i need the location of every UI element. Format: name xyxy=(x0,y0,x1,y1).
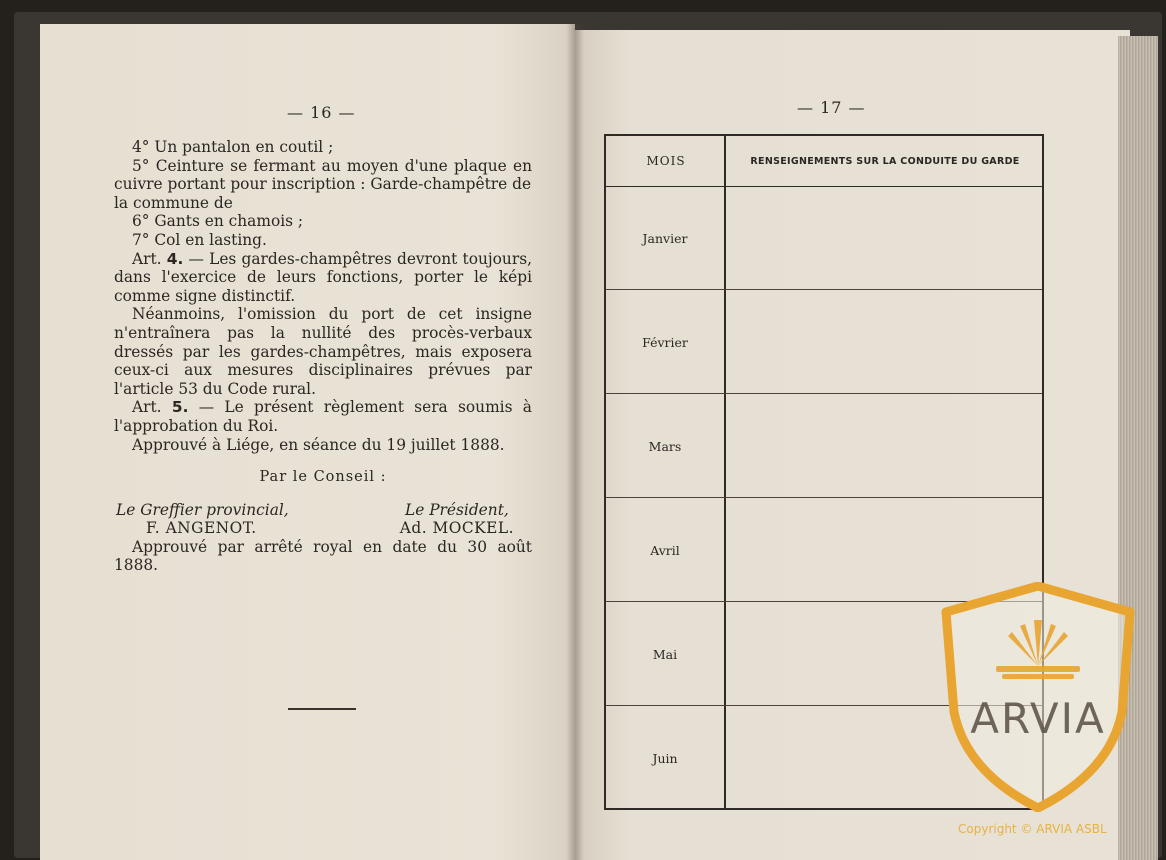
month-label: Mars xyxy=(648,438,682,454)
article-4-prefix: Art. xyxy=(132,249,162,268)
month-label: Janvier xyxy=(642,230,688,246)
article-4 xyxy=(114,250,532,306)
greffier-title: Le Greffier provincial, xyxy=(116,500,289,519)
item-commune: la commune de xyxy=(114,193,233,212)
copyright-notice: Copyright © ARVIA ASBL xyxy=(958,822,1107,836)
approval-liege: Approuvé à Liége, en séance du 19 juillet 1888. xyxy=(132,435,505,454)
item-ceinture: 5° Ceinture se fermant au moyen d'une plaque en cuivre portant pour inscription : Garde-champêtre de xyxy=(114,156,532,194)
item-gants: 6° Gants en chamois ; xyxy=(132,212,304,231)
article-5 xyxy=(114,398,532,435)
royal-approval: Approuvé par arrêté royal en date du 30 août 1888. xyxy=(114,537,532,575)
book-gutter xyxy=(566,24,584,860)
page-number-left: — 16 — xyxy=(287,103,356,122)
signature-greffier xyxy=(114,501,289,538)
president-title: Le Président, xyxy=(404,500,509,519)
watermark-brand: ARVIA xyxy=(970,694,1106,743)
header-month: MOIS xyxy=(646,154,686,168)
conduct-cell xyxy=(726,186,1042,290)
conduct-cell xyxy=(726,394,1042,498)
item-col: 7° Col en lasting. xyxy=(132,230,267,249)
signature-president xyxy=(400,501,532,538)
paragraph-neanmoins: Néanmoins, l'omission du port de cet insigne n'entraînera pas la nullité des procès-verbaux dressés par les gardes-champêtres, mais exposera ceux-ci aux mesures disciplinaires prévues par l'article 53 du Code rural. xyxy=(114,305,532,398)
header-conduct: RENSEIGNEMENTS SUR LA CONDUITE DU GARDE xyxy=(750,155,1020,167)
regulation-text xyxy=(114,138,532,575)
month-label: Mai xyxy=(652,646,678,662)
president-name: Ad. MOCKEL. xyxy=(399,519,514,538)
article-4-text: — Les gardes-champêtres devront toujours, dans l'exercice de leurs fonctions, porter le képi comme signe distinctif. xyxy=(114,249,532,305)
article-4-number: 4. xyxy=(166,249,184,268)
table-header xyxy=(606,136,1042,187)
greffier-name: F. ANGENOT. xyxy=(146,519,257,538)
table-row xyxy=(606,186,1042,290)
month-label: Juin xyxy=(652,750,678,766)
conduct-cell xyxy=(726,290,1042,394)
article-5-prefix: Art. xyxy=(132,398,162,417)
end-rule xyxy=(288,708,356,710)
item-pantalon: 4° Un pantalon en coutil ; xyxy=(132,138,334,156)
page-number-right: — 17 — xyxy=(797,98,866,117)
council-heading: Par le Conseil : xyxy=(259,469,387,486)
arvia-watermark xyxy=(938,582,1138,812)
article-5-number: 5. xyxy=(171,398,189,417)
article-5-text: — Le présent règlement sera soumis à l'approbation du Roi. xyxy=(114,398,532,435)
table-row xyxy=(606,290,1042,394)
month-label: Avril xyxy=(650,542,680,558)
table-row xyxy=(606,394,1042,498)
month-label: Février xyxy=(642,334,688,350)
signatures xyxy=(114,501,532,538)
